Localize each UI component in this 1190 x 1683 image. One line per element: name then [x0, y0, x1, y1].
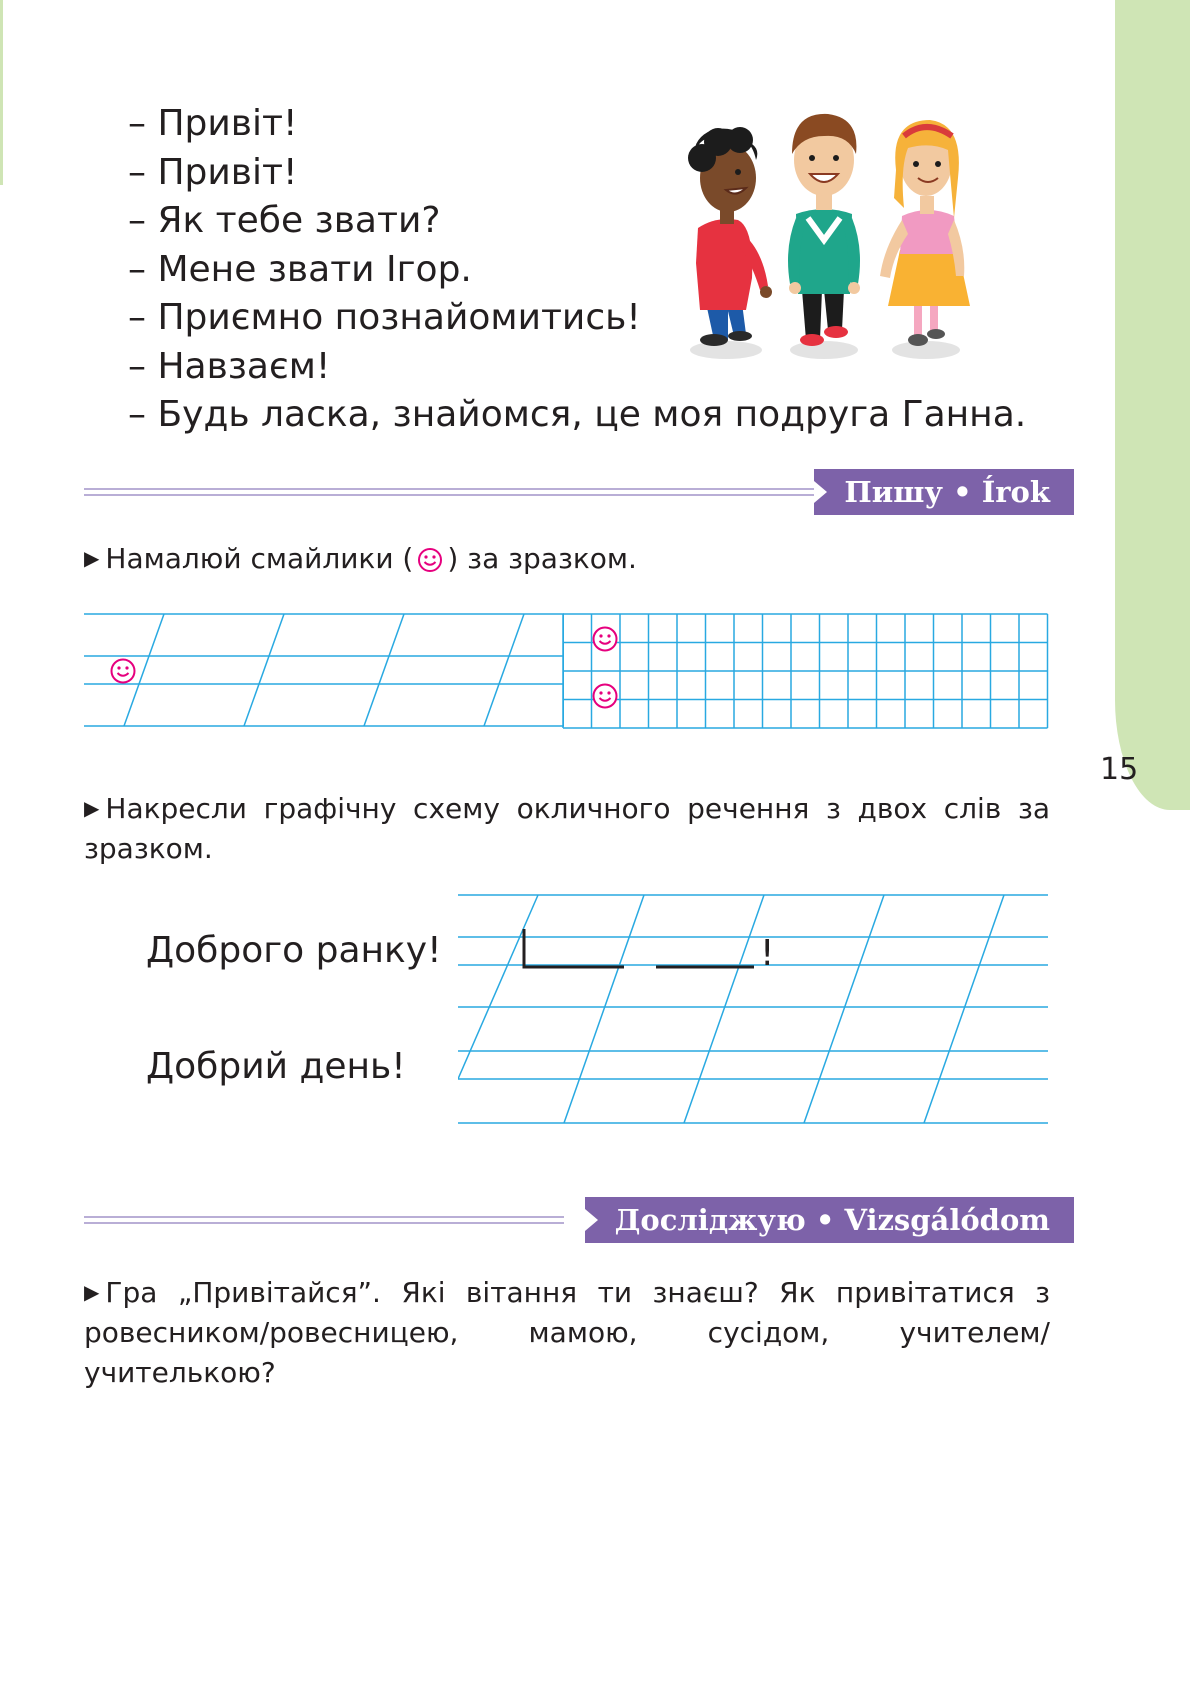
- dialogue-line: – Приємно познайомитись!: [128, 297, 641, 338]
- task-draw-smileys: [84, 538, 637, 579]
- section-divider-lines: [84, 488, 824, 496]
- task-draw-scheme: [84, 788, 1050, 869]
- scheme-writing-grid: [458, 893, 1052, 1129]
- dialogue-line: – Як тебе звати?: [128, 200, 441, 241]
- bullet-triangle-icon: ▶: [84, 1280, 100, 1304]
- section-header-explore: [84, 1197, 1074, 1243]
- task-scheme-text: Накресли графічну схему окличного речення з двох слів за зразком.: [84, 792, 1050, 865]
- task-game-text: Гра „Привітайся”. Які вітання ти знаєш? Як привітатися з ровесником/ровесницею, мамою, сусідом, учителем/учителькою?: [84, 1276, 1050, 1389]
- dialogue-line: – Навзаєм!: [128, 345, 331, 387]
- page-color-tab: [1115, 0, 1190, 810]
- bullet-triangle-icon: ▶: [84, 546, 100, 570]
- dialogue-line: – Будь ласка, знайомся, це моя подруга Ганна.: [128, 394, 1027, 435]
- section-header-write: [84, 469, 1074, 515]
- slanted-writing-grid: [84, 612, 564, 732]
- smiley-icon: [594, 628, 617, 651]
- children-illustration: [668, 78, 988, 368]
- section-divider-lines: [84, 1216, 564, 1224]
- left-color-edge: [0, 0, 3, 185]
- dialogue-line: – Мене звати Ігор.: [128, 248, 472, 290]
- page-number: 15: [1100, 752, 1139, 787]
- scheme-exclamation: !: [760, 933, 775, 974]
- dialogue-line: – Привіт!: [128, 151, 298, 193]
- task-text-before: Намалюй смайлики (: [105, 542, 414, 575]
- task-greeting-game: [84, 1272, 1050, 1393]
- smiley-icon: [594, 685, 617, 708]
- dialogue-line: – Привіт!: [128, 103, 298, 144]
- section-label-write: Пишу • Írok: [814, 469, 1074, 515]
- sentence-scheme: [524, 929, 754, 967]
- task-text-after: ) за зразком.: [447, 542, 637, 575]
- section-label-explore: Досліджую • Vizsgálódom: [585, 1197, 1074, 1243]
- example-phrase-1: Доброго ранку!: [146, 930, 442, 971]
- bullet-triangle-icon: ▶: [84, 796, 100, 820]
- smiley-icon: [112, 660, 135, 683]
- example-phrase-2: Добрий день!: [146, 1046, 406, 1087]
- square-writing-grid: [562, 612, 1052, 732]
- smiley-icon: [417, 547, 443, 573]
